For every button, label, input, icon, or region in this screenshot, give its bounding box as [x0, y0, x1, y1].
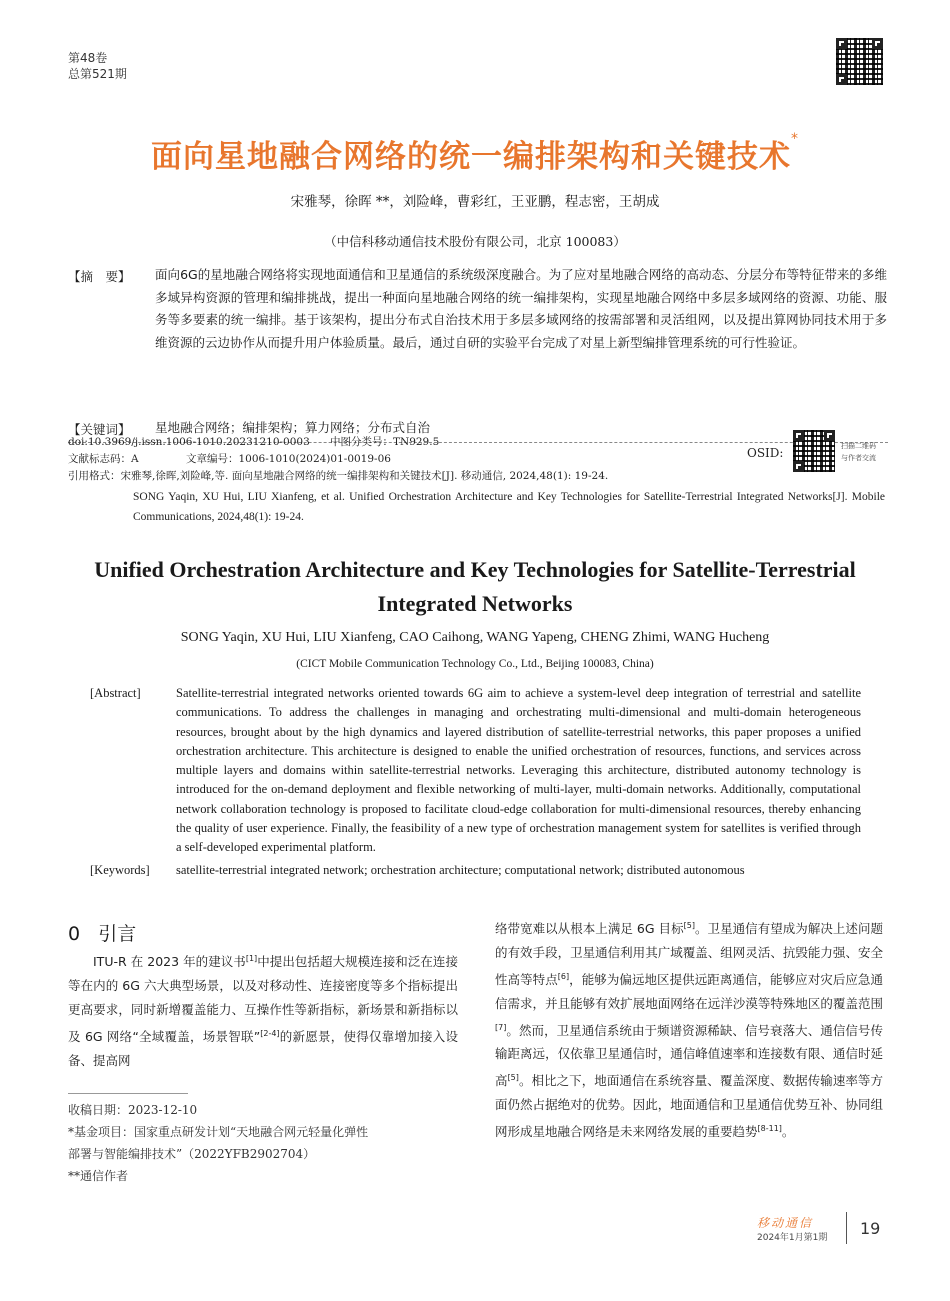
qr-code-icon: [836, 38, 883, 85]
osid-note: 扫描二维码 与作者交流: [841, 442, 876, 462]
affiliation-cn: （中信科移动通信技术股份有限公司，北京 100083）: [324, 234, 626, 249]
section-title: 引言: [98, 923, 137, 945]
abstract-en-label: [Abstract]: [90, 686, 141, 700]
page-number: 19: [860, 1219, 881, 1238]
abstract-cn-label: 【摘 要】: [68, 269, 131, 284]
doi: doi:10.3969/j.issn.1006-1010.20231210-0003: [68, 436, 310, 448]
footnote-rule: [68, 1093, 188, 1094]
issue-total: 总第521期: [68, 67, 127, 81]
citation-en: SONG Yaqin, XU Hui, LIU Xianfeng, et al. Unified Orchestration Architecture and Key Technologies for Satellite-Terrestrial Integrated Networks[J]. Mobile Communications, 2024,48(1): 19-24.: [133, 491, 885, 523]
keywords-en-label: [Keywords]: [90, 863, 150, 877]
body-paragraph-left: ITU-R 在 2023 年的建议书[1]中提出包括超大规模连接和泛在连接等在内的 6G 六大典型场景，以及对移动性、连接密度等多个指标提出更高要求，同时新增覆盖能力、互操作性等新指标，新场景和新指标以及 6G 网络“全域覆盖，场景智联”[2-4]的新愿景，使得仅靠增加接入设备、提高网: [68, 954, 458, 1068]
volume-info: [68, 50, 127, 82]
section-number: 0: [68, 923, 81, 945]
keywords-cn-label: 【关键词】: [68, 422, 131, 437]
abstract-en-text: Satellite-terrestrial integrated networks oriented towards 6G aim to achieve a system-level deep integration of terrestrial and satellite communications. To address the challenges in managing and orchestrating multi-dimensional and multi-domain heterogeneous resources, brought about by the high dynamics and layered distribution of satellite-terrestrial networks, this paper proposes a unified orchestration architecture. This architecture is designed to enable the unified orchestration of resources, functions, and services across multiple layers and domains within satellite-terrestrial networks. Leveraging this architecture, distributed autonomy technology is introduced for the on-demand deployment and flexible networking of multi-layer, multi-domain networks. Additionally, computational network collaboration technology is proposed to facilitate cloud-edge collaboration for multi-dimensional resources, thereby enhancing the quality of user experience. Finally, the feasibility of a new type of orchestration management system for satellites is verified through a self-developed experimental platform.: [176, 686, 861, 855]
footnote-corresponding: **通信作者: [68, 1169, 129, 1183]
journal-brand: 移动通信: [757, 1216, 814, 1230]
keywords-cn-text: 星地融合网络；编排架构；算力网络；分布式自治: [155, 420, 431, 435]
title-cn: 面向星地融合网络的统一编排架构和关键技术*: [151, 131, 799, 175]
footnote-received: 收稿日期：2023-12-10: [68, 1103, 198, 1117]
volume-number: 第48卷: [68, 51, 108, 65]
abstract-cn-text: 面向6G的星地融合网络将实现地面通信和卫星通信的系统级深度融合。为了应对星地融合网络的高动态、分层分布等特征带来的多维多域异构资源的管理和编排挑战，提出一种面向星地融合网络的统一编排架构，实现星地融合网络中多层多域网络的资源、功能、服务等多要素的统一编排。基于该架构，提出分布式自治技术用于多层多域网络的按需部署和灵活组网，以及提出算网协同技术用于多维资源的云边协作从而提升用户体验质量。最后，通过自研的实验平台完成了对星上新型编排管理系统的可行性验证。: [155, 267, 887, 350]
doc-code: 文献标志码：A: [68, 453, 139, 465]
article-number: 文章编号：1006-1010(2024)01-0019-06: [186, 453, 391, 465]
issue-date: 2024年1月第1期: [757, 1233, 828, 1243]
citation-cn: 引用格式：宋雅琴,徐晖,刘险峰,等. 面向星地融合网络的统一编排架构和关键技术[J]. 移动通信, 2024,48(1): 19-24.: [68, 470, 609, 482]
keywords-en-text: satellite-terrestrial integrated network; orchestration architecture; computational network; distributed autonomous: [176, 863, 745, 877]
authors-en: SONG Yaqin, XU Hui, LIU Xianfeng, CAO Caihong, WANG Yapeng, CHENG Zhimi, WANG Hucheng: [180, 630, 770, 645]
osid-qr-icon: [793, 430, 835, 472]
authors-cn: 宋雅琴，徐晖 **，刘险峰，曹彩红，王亚鹏，程志密，王胡成: [290, 194, 660, 210]
body-paragraph-right: 络带宽难以从根本上满足 6G 目标[5]。卫星通信有望成为解决上述问题的有效手段，卫星通信利用其广域覆盖、组网灵活、抗毁能力强、安全性高等特点[6]，能够为偏远地区提供远距离通信，能够应对灾后应急通信需求，并且能够有效扩展地面网络在远洋沙漠等特殊地区的覆盖范围[7]。然而，卫星通信系统由于频谱资源稀缺、信号衰落大、通信信号传输距离远，仅依靠卫星通信时，通信峰值速率和连接数有限、通信时延高[5]。相比之下，地面通信在系统容量、覆盖深度、数据传输速率等方面仍然占据绝对的优势。因此，地面通信和卫星通信优势互补、协同组网形成星地融合网络是未来网络发展的重要趋势[8-11]。: [495, 921, 883, 1140]
osid-label: OSID:: [747, 446, 784, 460]
footnote-fund: *基金项目：国家重点研发计划“天地融合网元轻量化弹性 部署与智能编排技术”（2022YFB2902704）: [68, 1125, 369, 1161]
affiliation-en: (CICT Mobile Communication Technology Co., Ltd., Beijing 100083, China): [296, 658, 654, 670]
section-heading: [68, 919, 136, 946]
title-en: Unified Orchestration Architecture and Key Technologies for Satellite-Terrestrial Integrated Networks: [94, 557, 856, 616]
footer-divider: [846, 1212, 847, 1244]
clc-number: 中图分类号：TN929.5: [330, 436, 440, 448]
